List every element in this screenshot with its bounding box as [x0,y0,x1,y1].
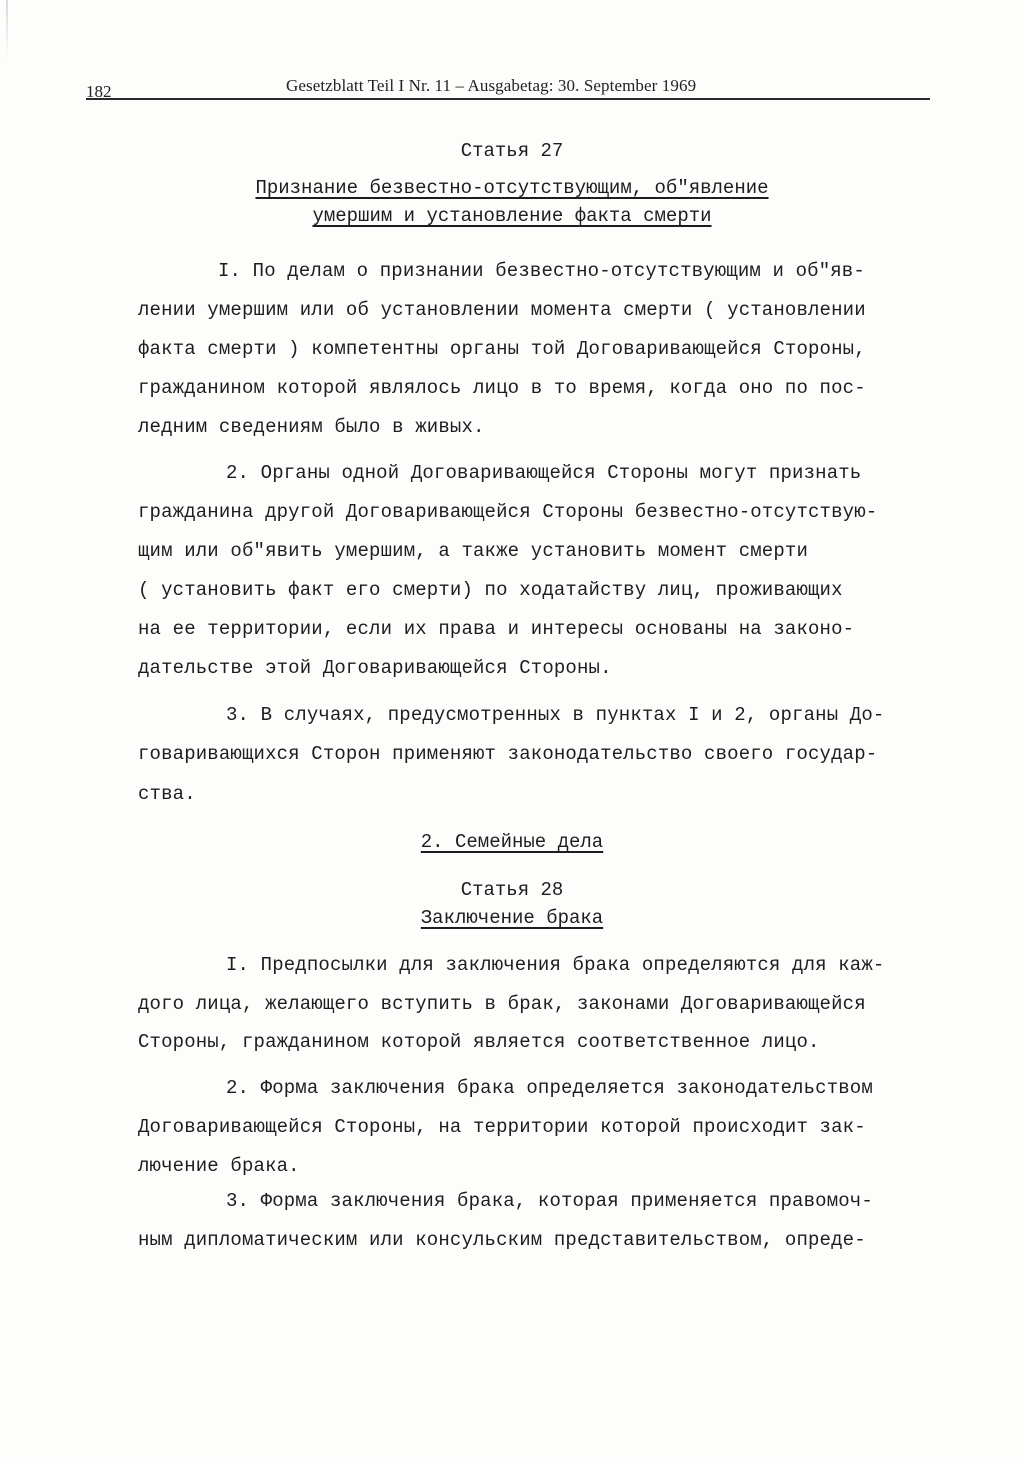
page-number: 182 [86,82,112,101]
article-27-title-line-1 [0,177,1024,199]
article-28-line: I. Предпосылки для заключения брака определяются для каж- [226,954,885,976]
article-27-line: говаривающихся Сторон применяют законодательство своего государ- [138,743,878,765]
page-header [86,72,930,101]
article-27-line: гражданина другой Договаривающейся Стороны безвестно-отсутствую- [138,501,878,523]
article-27-line: ства. [138,783,196,805]
article-28-line: ным дипломатическим или консульским представительством, опреде- [138,1229,866,1251]
article-27-line: I. По делам о признании безвестно-отсутствующим и об"яв- [218,260,865,282]
article-27-line: 2. Органы одной Договаривающейся Стороны могут признать [226,462,862,484]
article-28-line: лючение брака. [138,1155,300,1177]
article-28-line: Стороны, гражданином которой является соответственное лицо. [138,1031,820,1053]
header-rule [86,98,930,100]
article-28-title [0,907,1024,929]
article-27-line: лении умершим или об установлении момента смерти ( установлении [138,299,866,321]
article-27-line: на ее территории, если их права и интересы основаны на законо- [138,618,855,640]
article-28-line: 3. Форма заключения брака, которая применяется правомоч- [226,1190,873,1212]
article-28-line: 2. Форма заключения брака определяется законодательством [226,1077,873,1099]
article-27-line: 3. В случаях, предусмотренных в пунктах I и 2, органы До- [226,704,885,726]
section-2-heading [0,831,1024,853]
article-27-heading: Статья 27 [460,140,564,162]
article-28-line: дого лица, желающего вступить в брак, законами Договаривающейся [138,993,866,1015]
article-28-heading: Статья 28 [460,879,564,901]
article-27-line: ледним сведениям было в живых. [138,416,485,438]
section-2-heading-text: 2. Семейные дела [420,831,604,853]
article-27-line: дательстве этой Договаривающейся Стороны. [138,657,612,679]
article-27-line: факта смерти ) компетентны органы той Договаривающейся Стороны, [138,338,866,360]
article-27-title-text-2: умершим и установление факта смерти [312,205,712,227]
running-title: Gesetzblatt Teil I Nr. 11 – Ausgabetag: 30. September 1969 [286,76,697,95]
article-28-title-text: Заключение брака [420,907,604,929]
article-27-line: ( установить факт его смерти) по ходатайству лиц, проживающих [138,579,843,601]
article-27-title-text-1: Признание безвестно-отсутствующим, об"явление [255,177,769,199]
article-27-line: гражданином которой являлось лицо в то время, когда оно по пос- [138,377,866,399]
article-27-line: щим или об"явить умершим, а также установить момент смерти [138,540,809,562]
article-27-title-line-2 [0,205,1024,227]
article-28-line: Договаривающейся Стороны, на территории которой происходит зак- [138,1116,866,1138]
scan-edge-mark [6,0,8,60]
